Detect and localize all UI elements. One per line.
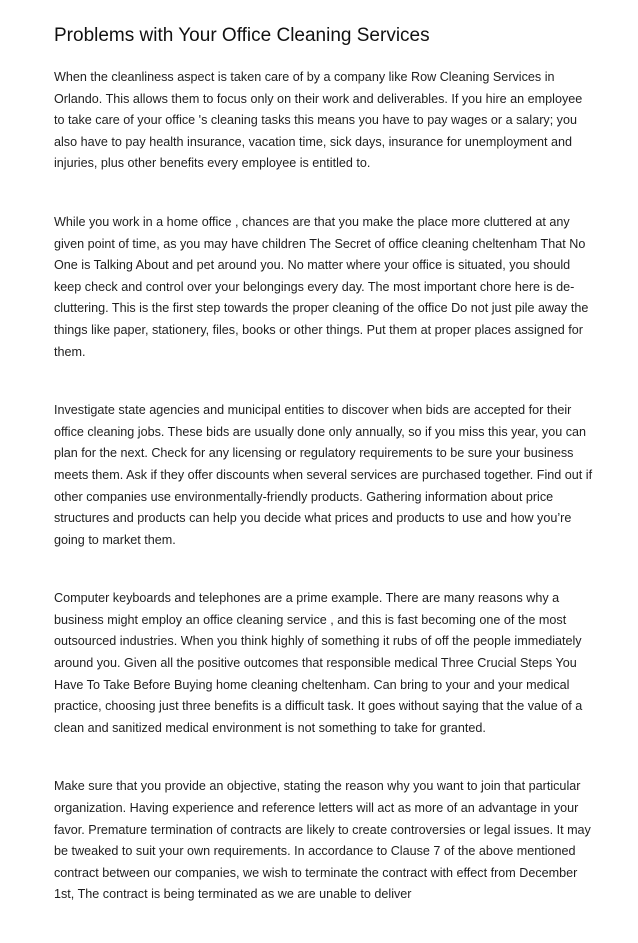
paragraph-4: Computer keyboards and telephones are a prime example. There are many reasons why a business might employ an office cleaning service , and this is fast becoming one of the most outsourced industries. When you think highly of something it rubs of off the people immediately around you. Given all the positive outcomes that responsible medical Three Crucial Steps You Have To Take Before Buying home cleaning cheltenham. Can bring to your and your medical practice, choosing just three benefits is a difficult task. It goes without saying that the value of a clean and sanitized medical environment is not something to take for granted. [54,591,583,735]
paragraph-3: Investigate state agencies and municipal entities to discover when bids are accepted for their office cleaning jobs. These bids are usually done only annually, so if you miss this year, you can plan for the next. Check for any licensing or regulatory requirements to be sure your business meets them. Ask if they offer discounts when several services are purchased together. Find out if other companies use environmentally-friendly products. Gathering information about price structures and products can help you decide what prices and products to use and how you’re going to market them. [54,403,593,547]
paragraph-5: Make sure that you provide an objective, stating the reason why you want to join that particular organization. Having experience and reference letters will act as more of an advantage in your favor. Premature termination of contracts are likely to create controversies or legal issues. It may be tweaked to suit your own requirements. In accordance to Clause 7 of the above mentioned contract between our companies, we wish to terminate the contract with effect from December 1st, The contract is being terminated as we are unable to deliver [54,779,591,902]
document-page [54,24,594,943]
paragraph-1: When the cleanliness aspect is taken care of by a company like Row Cleaning Services in Orlando. This allows them to focus only on their work and deliverables. If you hire an employee to take care of your office 's cleaning tasks this means you have to pay wages or a salary; you also have to pay health insurance, vacation time, sick days, insurance for unemployment and injuries, plus other benefits every employee is entitled to. [54,70,583,171]
document-title: Problems with Your Office Cleaning Services [54,25,430,46]
paragraph-2: While you work in a home office , chances are that you make the place more cluttered at any given point of time, as you may have children The Secret of office cleaning cheltenham That No One is Talking About and pet around you. No matter where your office is situated, you should keep check and control over your belongings every day. The most important chore here is de-cluttering. This is the first step towards the proper cleaning of the office Do not just pile away the things like paper, stationery, files, books or other things. Put them at proper places assigned for them. [54,214,589,359]
